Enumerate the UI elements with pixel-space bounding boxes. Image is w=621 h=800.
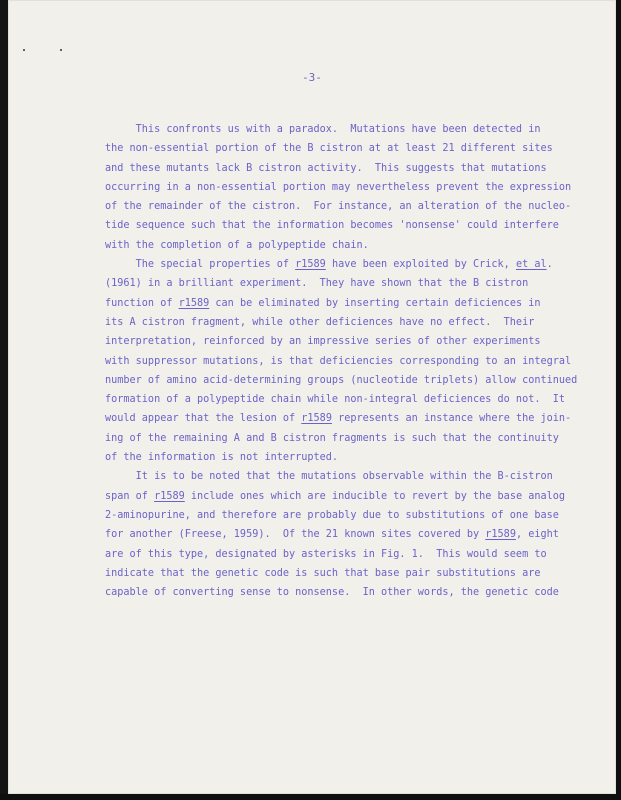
text-line: for another (Freese, 1959). Of the 21 known sites covered by r1589, eight [105, 529, 559, 541]
scan-border-bottom [0, 794, 621, 800]
text-line: its A cistron fragment, while other deficiences have no effect. Their [105, 316, 535, 328]
text-line: are of this type, designated by asterisks in Fig. 1. This would seem to [105, 548, 547, 560]
text-line: ing of the remaining A and B cistron fragments is such that the continuity [105, 432, 559, 444]
text-line: number of amino acid-determining groups (nucleotide triplets) allow continued [105, 374, 578, 386]
text-line: would appear that the lesion of r1589 represents an instance where the join- [105, 413, 572, 425]
scan-border-right [616, 0, 621, 800]
body-text [105, 120, 578, 602]
text-line: of the information is not interrupted. [105, 452, 339, 464]
text-line: and these mutants lack B cistron activity. This suggests that mutations [105, 162, 547, 174]
paragraph [105, 467, 575, 602]
scan-border-left [0, 0, 8, 800]
text-line: function of r1589 can be eliminated by inserting certain deficiences in [105, 297, 541, 309]
text-line: with suppressor mutations, is that deficiencies corresponding to an integral [105, 355, 572, 367]
page-number: -3- [302, 71, 322, 84]
text-line: (1961) in a brilliant experiment. They have shown that the B cistron [105, 278, 529, 290]
text-line: This confronts us with a paradox. Mutations have been detected in [105, 124, 541, 135]
text-line: interpretation, reinforced by an impressive series of other experiments [105, 336, 541, 348]
text-line: occurring in a non-essential portion may nevertheless prevent the expression [105, 181, 572, 193]
text-line: It is to be noted that the mutations observable within the B-cistron [105, 471, 553, 483]
document-page [8, 0, 616, 794]
text-line: capable of converting sense to nonsense. In other words, the genetic code [105, 587, 559, 599]
paper-speck [23, 49, 25, 51]
text-line: indicate that the genetic code is such that base pair substitutions are [105, 567, 541, 579]
paper-speck [60, 49, 62, 51]
text-line: the non-essential portion of the B cistron at at least 21 different sites [105, 143, 553, 155]
text-line: of the remainder of the cistron. For instance, an alteration of the nucleo- [105, 201, 572, 213]
text-line: The special properties of r1589 have been exploited by Crick, et al. [105, 259, 553, 271]
paragraph [105, 120, 575, 255]
paragraph [105, 255, 578, 467]
text-line: formation of a polypeptide chain while non-integral deficiences do not. It [105, 394, 566, 406]
text-line: tide sequence such that the information becomes 'nonsense' could interfere [105, 220, 559, 232]
text-line: span of r1589 include ones which are inducible to revert by the base analog [105, 490, 566, 502]
text-line: 2-aminopurine, and therefore are probably due to substitutions of one base [105, 509, 559, 521]
text-line: with the completion of a polypeptide chain. [105, 239, 369, 251]
